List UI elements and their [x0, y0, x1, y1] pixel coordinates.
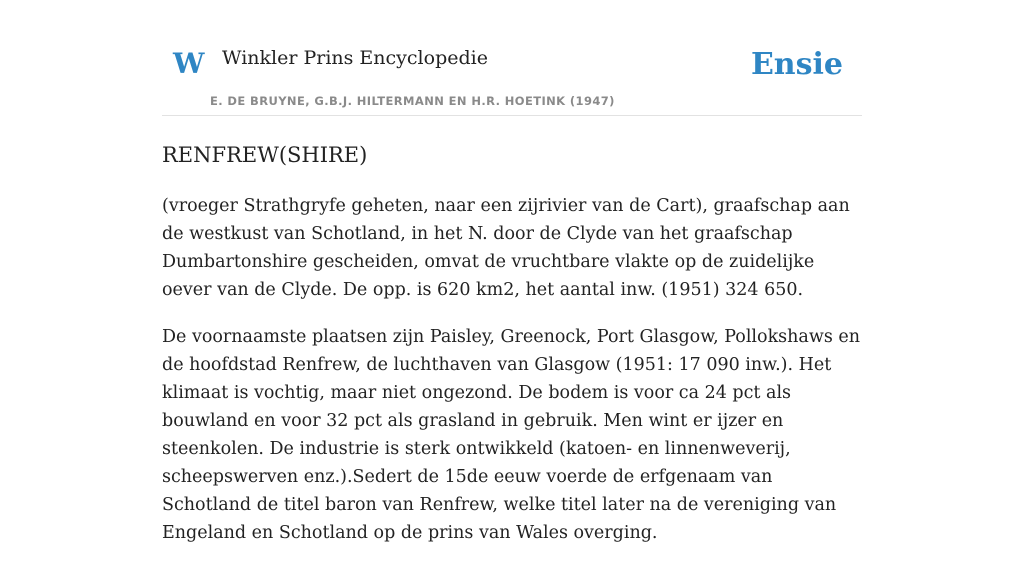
source-authors: E. DE BRUYNE, G.B.J. HILTERMANN EN H.R. HOETINK (1947)	[210, 94, 615, 108]
article-paragraph: (vroeger Strathgryfe geheten, naar een zijrivier van de Cart), graafschap aan de westkust van Schotland, in het N. door de Clyde van het graafschap Dumbartonshire gescheiden, omvat de vruchtbare vlakte op de zuidelijke oever van de Clyde. De opp. is 620 km2, het aantal inw. (1951) 324 650.	[162, 196, 850, 300]
article-paragraph: De voornaamste plaatsen zijn Paisley, Greenock, Port Glasgow, Pollokshaws en de hoofdstad Renfrew, de luchthaven van Glasgow (1951: 17 090 inw.). Het klimaat is vochtig, maar niet ongezond. De bodem is voor ca 24 pct als bouwland en voor 32 pct als grasland in gebruik. Men wint er ijzer en steenkolen. De industrie is sterk ontwikkeld (katoen- en linnenweverij, scheepswerven enz.).Sedert de 15de eeuw voerde de erfgenaam van Schotland de titel baron van Renfrew, welke titel later na de vereniging van Engeland en Schotland op de prins van Wales overging.	[162, 327, 861, 543]
source-title-link[interactable]: Winkler Prins Encyclopedie	[222, 47, 488, 69]
article-title: RENFREW(SHIRE)	[162, 143, 368, 167]
winkler-prins-logo[interactable]: W	[173, 47, 205, 80]
ensie-logo[interactable]: Ensie	[750, 47, 843, 82]
article-body	[162, 192, 862, 566]
source-header	[162, 0, 862, 116]
